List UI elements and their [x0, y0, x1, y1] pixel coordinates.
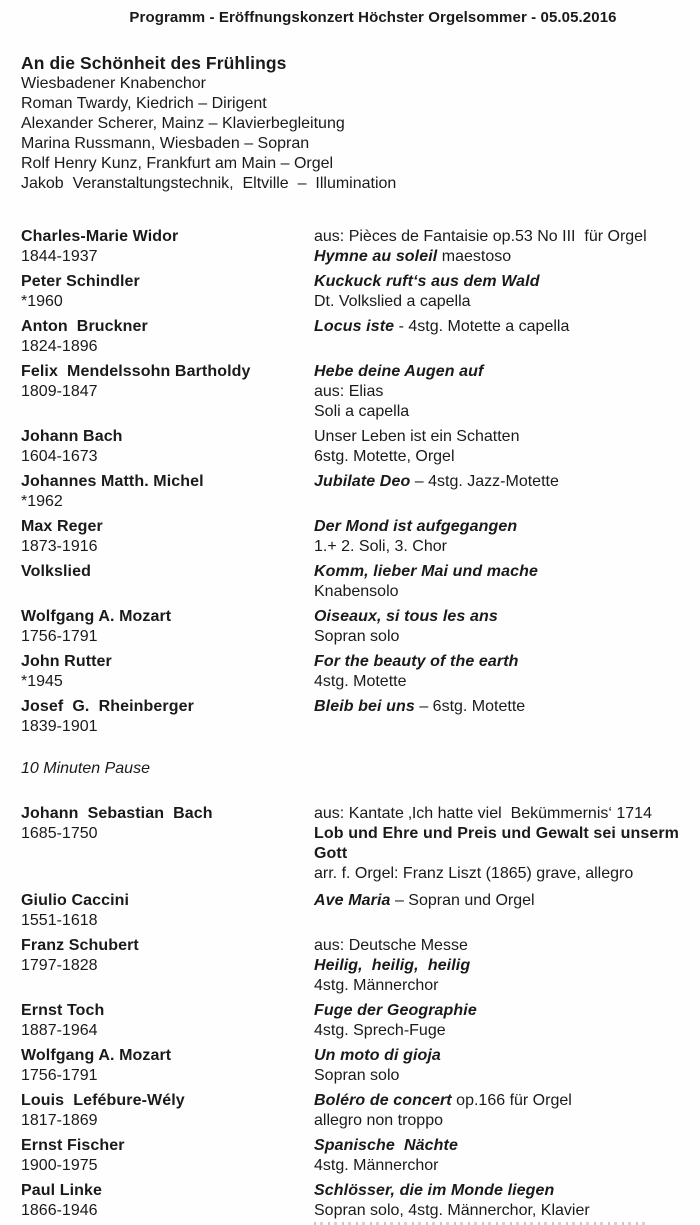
work-title-text: Kuckuck ruft‘s aus dem Wald	[314, 273, 540, 290]
entry-left-column	[21, 517, 314, 557]
work-detail-text: Sopran solo	[314, 628, 400, 645]
composer-dates: 1844-1937	[21, 248, 98, 265]
work-title-text: Un moto di gioja	[314, 1047, 441, 1064]
work-detail-text: Unser Leben ist ein Schatten	[314, 428, 520, 445]
work-detail-text: op.166 für Orgel	[451, 1092, 572, 1109]
work-line	[314, 402, 679, 422]
program-entry	[21, 1181, 700, 1221]
work-line	[314, 447, 679, 467]
work-line	[314, 362, 679, 382]
composer-name: Charles-Marie Widor	[21, 228, 179, 245]
work-detail-text: – 4stg. Jazz-Motette	[410, 473, 559, 490]
program-entry	[21, 891, 700, 931]
entry-right-column	[314, 427, 679, 467]
composer-dates: 1604-1673	[21, 448, 98, 465]
program-section-2	[21, 804, 700, 1221]
composer-dates: 1809-1847	[21, 383, 98, 400]
work-detail-text: maestoso	[437, 248, 512, 265]
work-title-text: Fuge der Geographie	[314, 1002, 477, 1019]
work-line	[314, 976, 679, 996]
composer-name: Wolfgang A. Mozart	[21, 1047, 172, 1064]
composer-name: John Rutter	[21, 653, 112, 670]
concert-title: An die Schönheit des Frühlings	[21, 53, 287, 73]
program-entry	[21, 272, 700, 312]
composer-name: Louis Lefébure-Wély	[21, 1092, 185, 1109]
work-line	[314, 864, 679, 884]
work-line	[314, 227, 679, 247]
entry-right-column	[314, 1091, 679, 1131]
work-detail-text: 4stg. Sprech-Fuge	[314, 1022, 446, 1039]
work-line	[314, 1181, 679, 1201]
composer-name: Giulio Caccini	[21, 892, 130, 909]
program-section-1	[21, 227, 700, 737]
program-entry	[21, 562, 700, 602]
composer-name: Wolfgang A. Mozart	[21, 608, 172, 625]
work-detail-text: aus: Kantate ‚Ich hatte viel Bekümmernis‘ 1714	[314, 805, 652, 822]
work-line	[314, 891, 679, 911]
composer-name: Johannes Matth. Michel	[21, 473, 204, 490]
program-entry	[21, 652, 700, 692]
entry-right-column	[314, 227, 679, 267]
composer-dates: 1887-1964	[21, 1022, 98, 1039]
program-entry	[21, 697, 700, 737]
entry-left-column	[21, 317, 314, 357]
work-title-text: Oiseaux, si tous les ans	[314, 608, 498, 625]
work-line	[314, 247, 679, 267]
work-line	[314, 317, 679, 337]
entry-left-column	[21, 607, 314, 647]
work-title-text: Spanische Nächte	[314, 1137, 458, 1154]
work-line	[314, 1046, 679, 1066]
composer-dates: 1685-1750	[21, 825, 98, 842]
work-title-text: Ave Maria	[314, 892, 391, 909]
composer-name: Franz Schubert	[21, 937, 139, 954]
composer-name: Johann Sebastian Bach	[21, 805, 213, 822]
entry-left-column	[21, 1091, 314, 1131]
work-title-text: Lob und Ehre und Preis und Gewalt sei unserm Gott	[314, 825, 679, 862]
pause-note: 10 Minuten Pause	[21, 760, 150, 777]
program-entry	[21, 472, 700, 512]
entry-left-column	[21, 697, 314, 737]
entry-right-column	[314, 517, 679, 557]
ensemble-member: Marina Russmann, Wiesbaden – Sopran	[21, 135, 310, 152]
program-entry	[21, 1046, 700, 1086]
composer-dates: 1817-1869	[21, 1112, 98, 1129]
program-entry	[21, 1091, 700, 1131]
work-detail-text: Dt. Volkslied a capella	[314, 293, 471, 310]
entry-right-column	[314, 562, 679, 602]
entry-right-column	[314, 1181, 679, 1221]
composer-dates: 1797-1828	[21, 957, 98, 974]
work-line	[314, 607, 679, 627]
work-title-text: Schlösser, die im Monde liegen	[314, 1182, 555, 1199]
work-detail-text: - 4stg. Motette a capella	[394, 318, 570, 335]
work-title-text: Jubilate Deo	[314, 473, 411, 490]
entry-left-column	[21, 272, 314, 312]
work-detail-text: 6stg. Motette, Orgel	[314, 448, 455, 465]
entry-right-column	[314, 1046, 679, 1086]
composer-dates: 1756-1791	[21, 1067, 98, 1084]
work-title-text: Bleib bei uns	[314, 698, 415, 715]
work-line	[314, 652, 679, 672]
entry-left-column	[21, 804, 314, 884]
composer-name: Ernst Fischer	[21, 1137, 125, 1154]
entry-right-column	[314, 936, 679, 996]
entry-left-column	[21, 362, 314, 422]
work-line	[314, 1201, 679, 1221]
work-line	[314, 537, 679, 557]
entry-right-column	[314, 804, 679, 884]
composer-name: Felix Mendelssohn Bartholdy	[21, 363, 251, 380]
work-line	[314, 1021, 679, 1041]
work-detail-text: arr. f. Orgel: Franz Liszt (1865) grave, allegro	[314, 865, 634, 882]
entry-right-column	[314, 697, 679, 737]
entry-left-column	[21, 427, 314, 467]
work-line	[314, 472, 679, 492]
entry-left-column	[21, 562, 314, 602]
entry-right-column	[314, 472, 679, 512]
work-line	[314, 697, 679, 717]
composer-dates: 1551-1618	[21, 912, 98, 929]
program-entry	[21, 227, 700, 267]
ensemble-member: Alexander Scherer, Mainz – Klavierbegleitung	[21, 115, 345, 132]
entry-right-column	[314, 607, 679, 647]
page-title: Programm - Eröffnungskonzert Höchster Orgelsommer - 05.05.2016	[129, 9, 617, 26]
work-line	[314, 1136, 679, 1156]
program-entry	[21, 804, 700, 884]
composer-dates: 1824-1896	[21, 338, 98, 355]
work-title-text: For the beauty of the earth	[314, 653, 519, 670]
entry-right-column	[314, 362, 679, 422]
work-title-text: Heilig, heilig, heilig	[314, 957, 471, 974]
composer-dates: 1866-1946	[21, 1202, 98, 1219]
work-line	[314, 427, 679, 447]
work-detail-text: aus: Pièces de Fantaisie op.53 No III für Orgel	[314, 228, 647, 245]
entry-left-column	[21, 891, 314, 931]
work-line	[314, 272, 679, 292]
work-line	[314, 292, 679, 312]
entry-right-column	[314, 317, 679, 357]
work-title-text: Der Mond ist aufgegangen	[314, 518, 518, 535]
work-detail-text: aus: Deutsche Messe	[314, 937, 468, 954]
work-title-text: Locus iste	[314, 318, 395, 335]
composer-dates: *1945	[21, 673, 63, 690]
entry-left-column	[21, 1181, 314, 1221]
work-line	[314, 936, 679, 956]
work-line	[314, 824, 679, 864]
work-detail-text: aus: Elias	[314, 383, 384, 400]
work-line	[314, 582, 679, 602]
program-entry	[21, 1001, 700, 1041]
work-line	[314, 672, 679, 692]
ensemble-member: Roman Twardy, Kiedrich – Dirigent	[21, 95, 267, 112]
work-title-text: Boléro de concert	[314, 1092, 452, 1109]
composer-name: Volkslied	[21, 563, 91, 580]
work-line	[314, 1091, 679, 1111]
entry-right-column	[314, 1001, 679, 1041]
work-detail-text: Soli a capella	[314, 403, 410, 420]
composer-dates: 1839-1901	[21, 718, 98, 735]
entry-left-column	[21, 1136, 314, 1176]
composer-dates: *1962	[21, 493, 63, 510]
work-detail-text: – Sopran und Orgel	[390, 892, 535, 909]
entry-left-column	[21, 936, 314, 996]
composer-name: Johann Bach	[21, 428, 123, 445]
composer-dates: 1900-1975	[21, 1157, 98, 1174]
work-detail-text: Sopran solo, 4stg. Männerchor, Klavier	[314, 1202, 590, 1219]
composer-dates: 1756-1791	[21, 628, 98, 645]
work-line	[314, 1066, 679, 1086]
program-entry	[21, 607, 700, 647]
composer-name: Ernst Toch	[21, 1002, 105, 1019]
work-detail-text: 4stg. Männerchor	[314, 1157, 439, 1174]
entry-left-column	[21, 227, 314, 267]
work-line	[314, 517, 679, 537]
composer-name: Peter Schindler	[21, 273, 140, 290]
composer-dates: *1960	[21, 293, 63, 310]
entry-left-column	[21, 1046, 314, 1086]
program-entry	[21, 1136, 700, 1176]
entry-left-column	[21, 1001, 314, 1041]
program-entry	[21, 517, 700, 557]
program-entry	[21, 362, 700, 422]
program-entry	[21, 317, 700, 357]
work-line	[314, 1111, 679, 1131]
entry-right-column	[314, 652, 679, 692]
work-detail-text: – 6stg. Motette	[414, 698, 526, 715]
work-line	[314, 1001, 679, 1021]
composer-name: Anton Bruckner	[21, 318, 148, 335]
entry-left-column	[21, 472, 314, 512]
work-title-text: Hebe deine Augen auf	[314, 363, 484, 380]
program-entry	[21, 936, 700, 996]
work-line	[314, 1156, 679, 1176]
work-line	[314, 627, 679, 647]
work-detail-text: Sopran solo	[314, 1067, 400, 1084]
entry-right-column	[314, 891, 679, 931]
work-detail-text: allegro non troppo	[314, 1112, 443, 1129]
work-line	[314, 562, 679, 582]
ensemble-member: Jakob Veranstaltungstechnik, Eltville – Illumination	[21, 175, 397, 192]
program-entry	[21, 427, 700, 467]
entry-right-column	[314, 1136, 679, 1176]
ensemble-member: Rolf Henry Kunz, Frankfurt am Main – Orgel	[21, 155, 334, 172]
work-line	[314, 382, 679, 402]
work-line	[314, 804, 679, 824]
ensemble-members-list	[21, 74, 700, 194]
ensemble-block	[21, 52, 700, 194]
work-detail-text: 4stg. Männerchor	[314, 977, 439, 994]
work-line	[314, 956, 679, 976]
composer-dates: 1873-1916	[21, 538, 98, 555]
ensemble-member: Wiesbadener Knabenchor	[21, 75, 207, 92]
composer-name: Max Reger	[21, 518, 103, 535]
composer-name: Josef G. Rheinberger	[21, 698, 194, 715]
work-detail-text: Knabensolo	[314, 583, 399, 600]
work-detail-text: 1.+ 2. Soli, 3. Chor	[314, 538, 447, 555]
entry-left-column	[21, 652, 314, 692]
work-detail-text: 4stg. Motette	[314, 673, 407, 690]
work-title-text: Hymne au soleil	[314, 248, 438, 265]
composer-name: Paul Linke	[21, 1182, 103, 1199]
entry-right-column	[314, 272, 679, 312]
work-title-text: Komm, lieber Mai und mache	[314, 563, 538, 580]
